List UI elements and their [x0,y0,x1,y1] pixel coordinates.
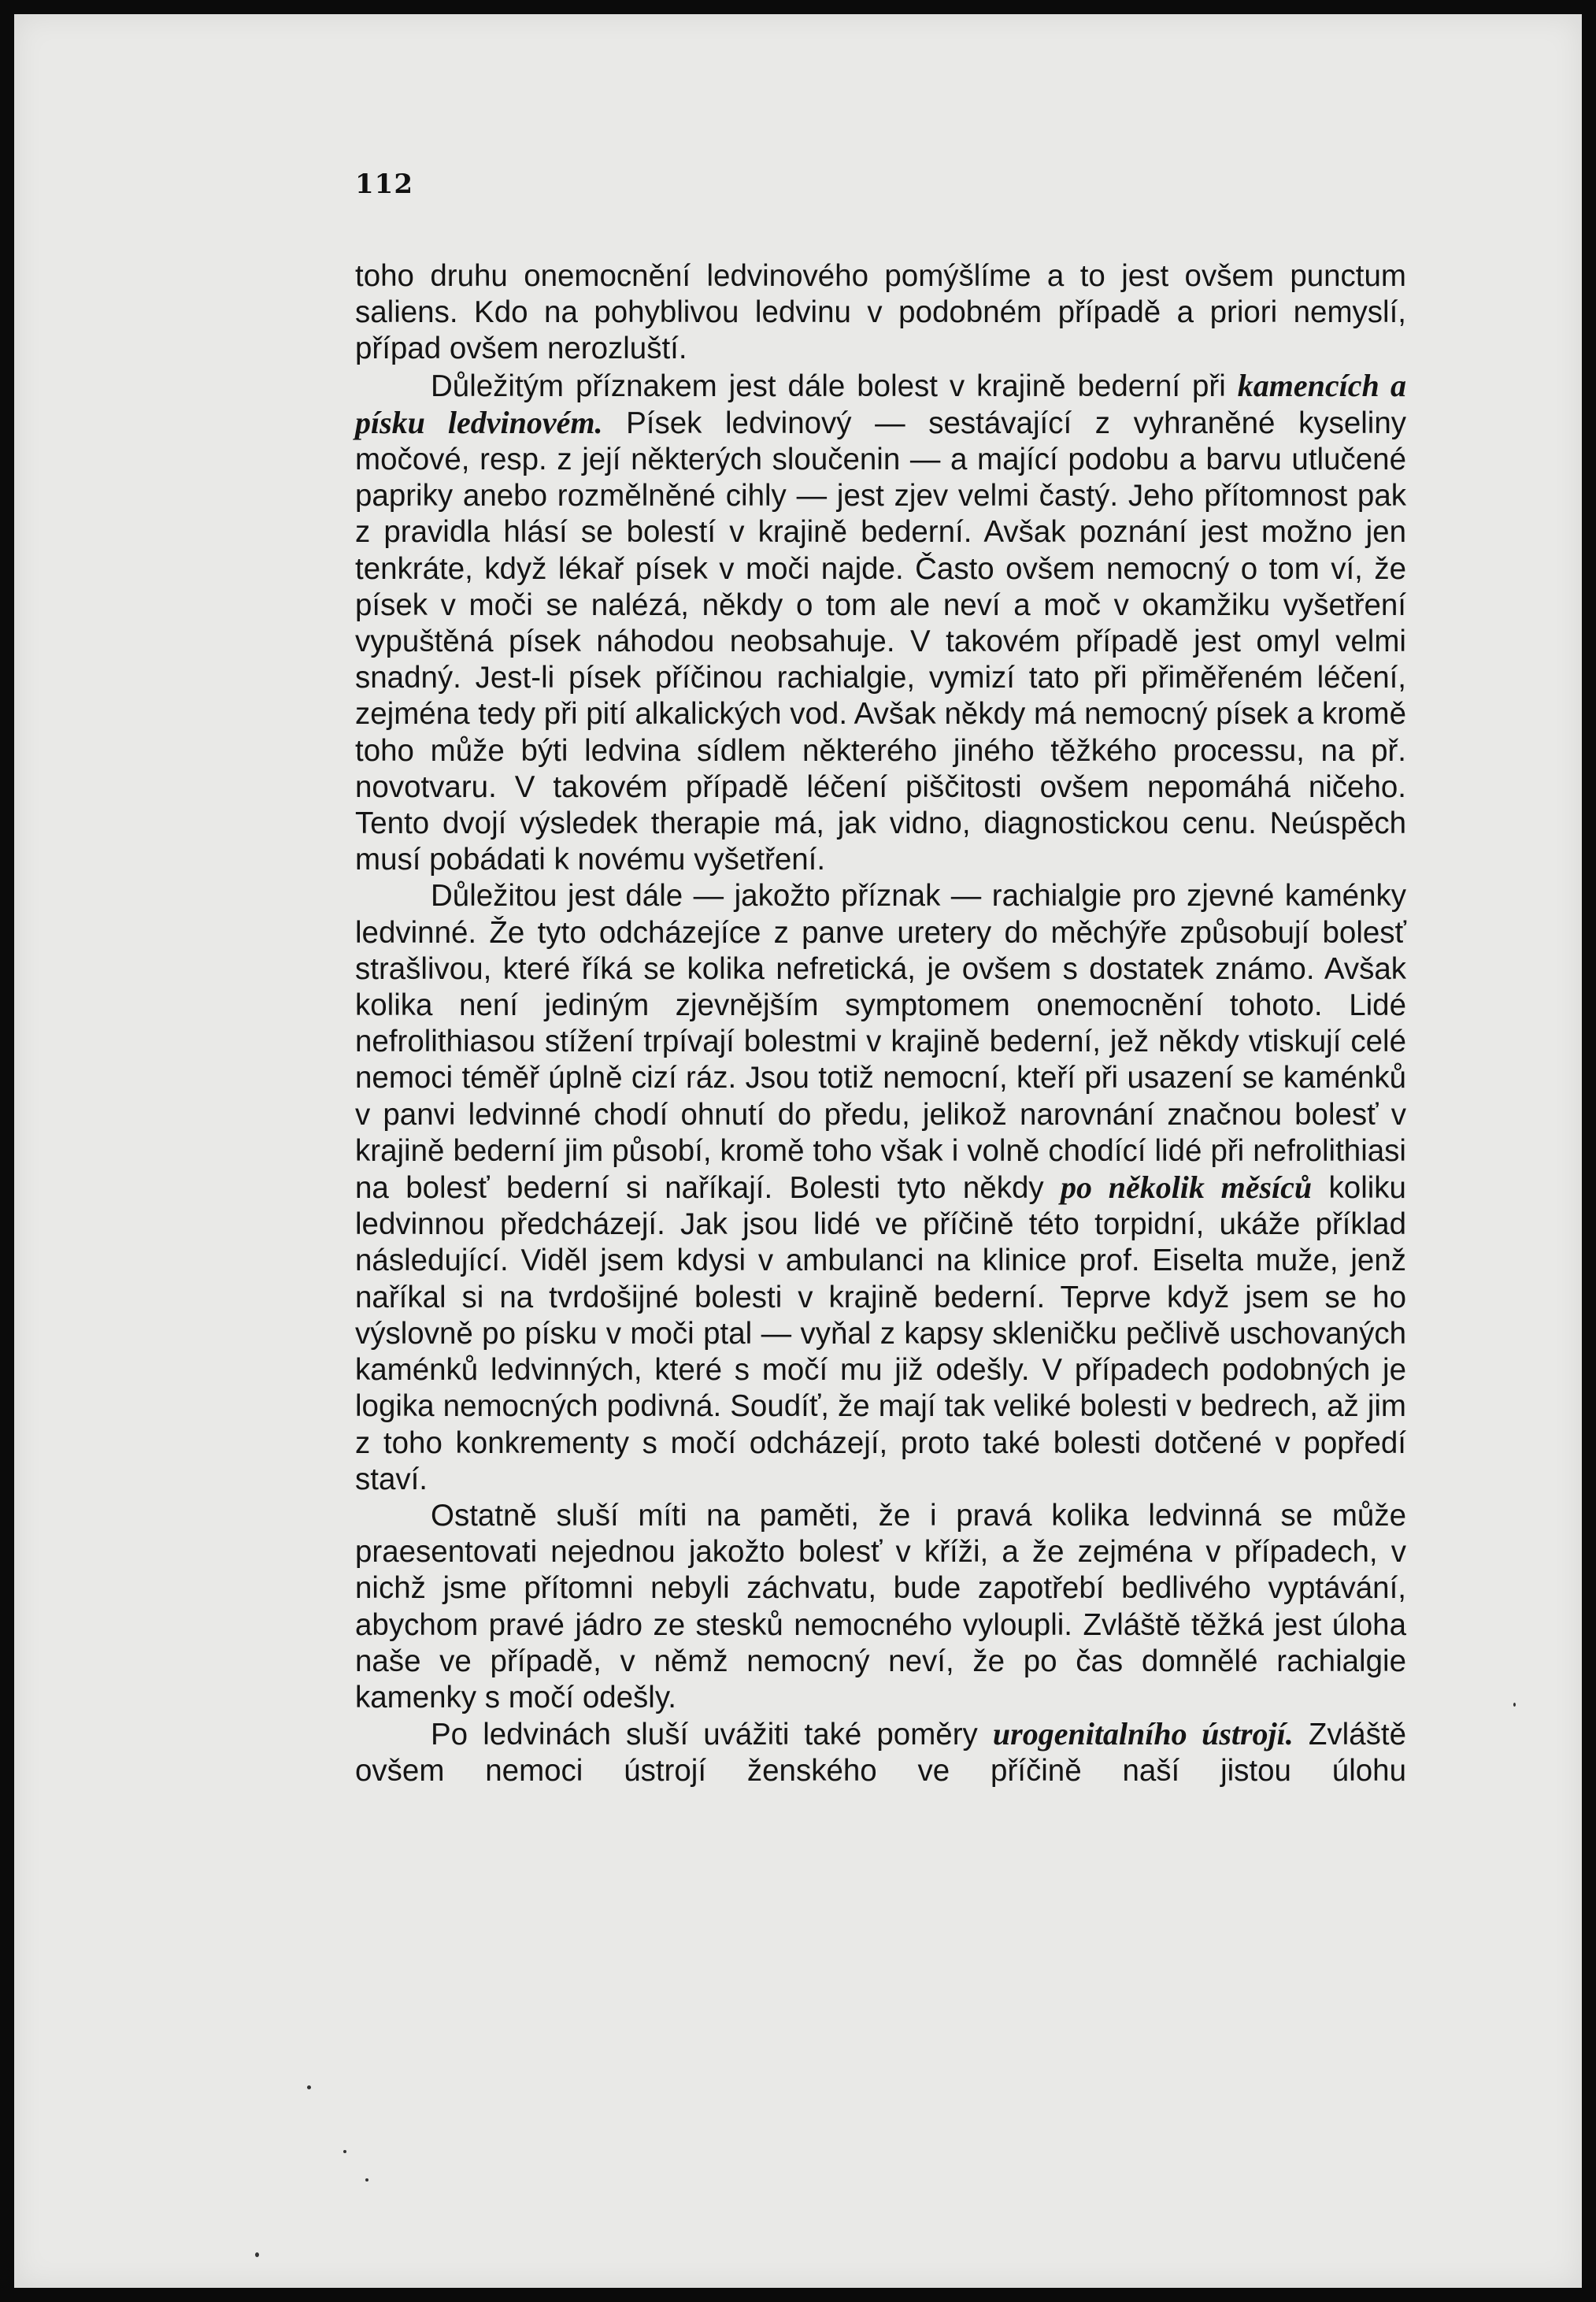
paragraph-3 [355,878,1406,1497]
italic-term: po několik měsíců [1061,1170,1313,1206]
paragraph-4 [355,1498,1406,1716]
page-number: 112 [355,169,413,200]
paragraph-2 [355,368,1406,879]
scan-speck [255,2252,259,2257]
scan-speck [307,2085,311,2089]
paragraph-5 [355,1716,1406,1789]
body-text [355,258,1406,1790]
text-run: toho druhu onemocnění ledvinového pomýšlíme a to jest ovšem punctum saliens. Kdo na pohyblivou ledvinu v podobném případě a priori nemyslí, případ ovšem nerozluští. [355,259,1406,366]
scan-speck [1513,1703,1516,1707]
scan-speck [343,2150,346,2153]
scan-speck [365,2178,368,2182]
text-run: Důležitou jest dále — jakožto příznak — rachialgie pro zjevné kaménky ledvinné. Že tyto odcházejíce z panve uretery do měchýře způsobují bolesť strašlivou, které říká se kolika nefretická, je ovšem s dostatek známo. Avšak kolika není jediným zjevnějším symptomem onemocnění tohoto. Lidé nefrolithiasou stížení trpívají bolestmi v krajině bederní, jež někdy vtiskují celé nemoci téměř úplně cizí ráz. Jsou totiž nemocní, kteří při usazení se kaménků v panvi ledvinné chodí ohnutí do předu, jelikož narovnání značnou bolesť v krajině bederní jim působí, kromě toho však i volně chodící lidé při nefrolithiasi na bolesť bederní si naříkají. Bolesti tyto někdy [355,879,1406,1206]
text-run: Zvláště ovšem nemoci ústrojí ženského ve příčině naší jistou úlohu [355,1718,1407,1789]
text-run: Písek ledvinový — sestávající z vyhraněné kyseliny močové, resp. z její některých sloučenin — a mající podobu a barvu utlučené papriky anebo rozmělněné cihly — jest zjev velmi častý. Jeho přítomnost pak z pravidla hlásí se bolestí v krajině bederní. Avšak poznání jest možno jen tenkráte, když lékař písek v moči najde. Často ovšem nemocný o tom ví, že písek v moči se nalézá, někdy o tom ale neví a moč v okamžiku vyšetření vypuštěná písek náhodou neobsahuje. V takovém případě jest omyl velmi snadný. Jest-li písek příčinou rachialgie, vymizí tato při přiměřeném léčení, zejména tedy při pití alkalických vod. Avšak někdy má nemocný písek a kromě toho může býti ledvina sídlem některého jiného těžkého processu, na př. novotvaru. V takovém případě léčení piščitosti ovšem nepomáhá ničeho. Tento dvojí výsledek therapie má, jak vidno, diagnostickou cenu. Neúspěch musí pobádati k novému vyšetření. [355,406,1406,877]
paragraph-1 [355,258,1406,368]
text-run: Důležitým příznakem jest dále bolest v krajině bederní při [431,369,1238,403]
text-run: koliku ledvinnou předcházejí. Jak jsou lidé ve příčině této torpidní, ukáže příklad následující. Viděl jsem kdysi v ambulanci na klinice prof. Eiselta muže, jenž naříkal si na tvrdošijné bolesti v krajině bederní. Teprve když jsem se ho výslovně po písku v moči ptal — vyňal z kapsy skleničku pečlivě uschovaných kaménků ledvinných, které s močí mu již odešly. V případech podobných je logika nemocných podivná. Soudíť, že mají tak veliké bolesti v bedrech, až jim z toho konkrementy s močí odcházejí, proto také bolesti dotčené v popředí staví. [355,1171,1406,1496]
book-page [14,14,1582,2288]
text-run: Ostatně sluší míti na paměti, že i pravá kolika ledvinná se může praesentovati nejednou jakožto bolesť v kříži, a že zejména v případech, v nichž jsme přítomni nebyli záchvatu, bude zapotřebí bedlivého vyptávání, abychom pravé jádro ze stesků nemocného vyloupli. Zvláště těžká jest úloha naše ve případě, v němž nemocný neví, že po čas domnělé rachialgie kamenky s močí odešly. [355,1498,1406,1714]
italic-term: urogenitalního ústrojí. [992,1716,1294,1752]
italic-term: kamencích a písku ledvinovém. [355,367,1407,440]
text-run: Po ledvinách sluší uvážiti také poměry [431,1718,993,1752]
